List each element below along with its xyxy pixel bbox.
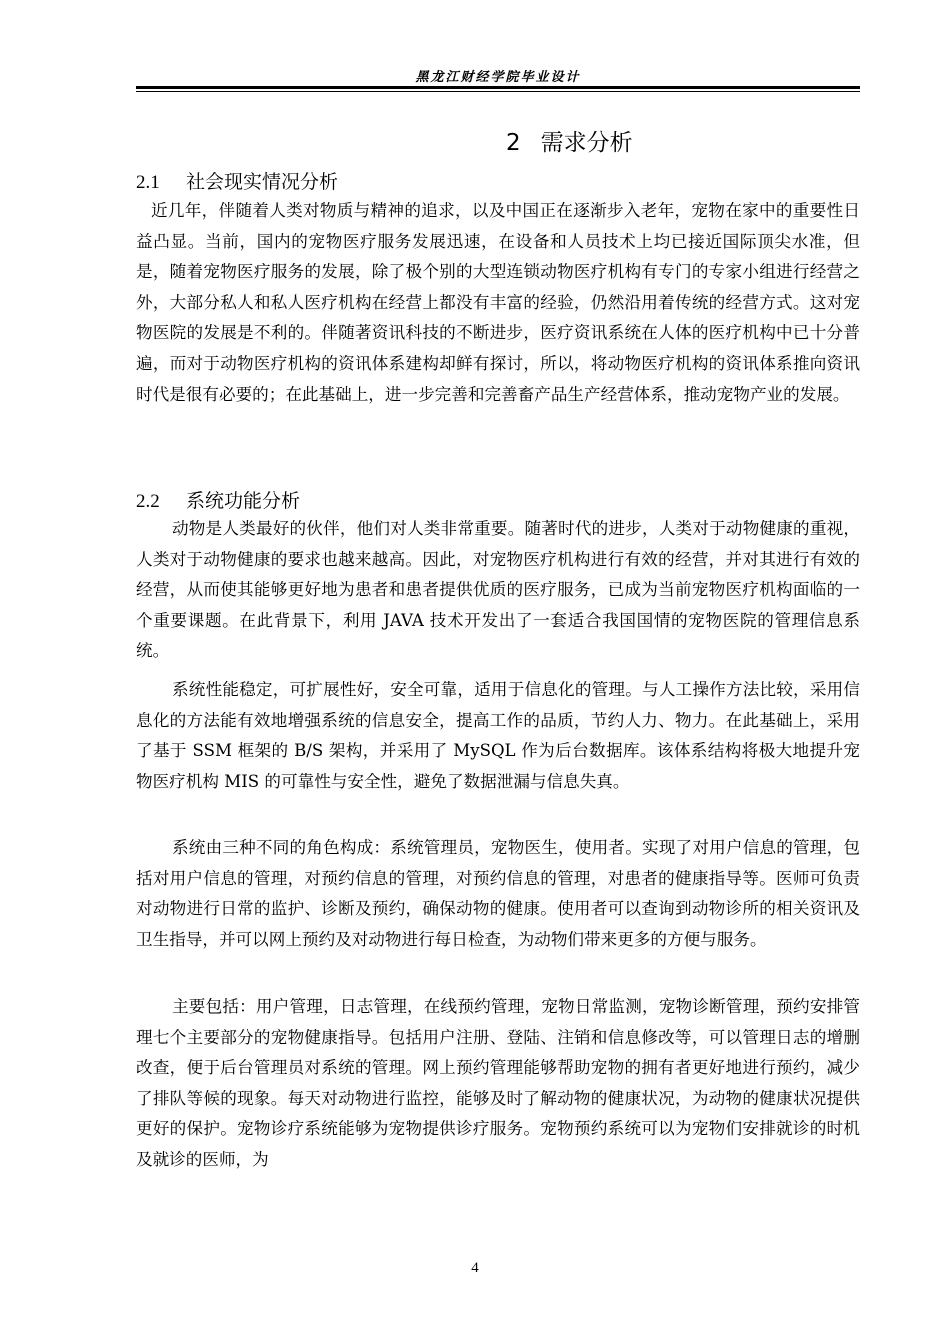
paragraph: 主要包括：用户管理，日志管理，在线预约管理，宠物日常监测，宠物诊断管理，预约安排管理七个主要部分的宠物健康指导。包括用户注册、登陆、注销和信息修改等，可以管理日志的增删改查，便于后台管理员对系统的管理。网上预约管理能够帮助宠物的拥有者更好地进行预约，减少了排队等候的现象。每天对动物进行监控，能够及时了解动物的健康状况，为动物的健康状况提供更好的保护。宠物诊疗系统能够为宠物提供诊疗服务。宠物预约系统可以为宠物们安排就诊的时机及就诊的医师，为 — [136, 997, 860, 1169]
chapter-number: 2 — [506, 130, 521, 156]
section-title: 系统功能分析 — [186, 490, 301, 512]
paragraph: 系统性能稳定，可扩展性好，安全可靠，适用于信息化的管理。与人工操作方法比较，采用信息化的方法能有效地增强系统的信息安全，提高工作的品质，节约人力、物力。在此基础上，采用了基于 SSM 框架的 B/S 架构，并采用了 MySQL 作为后台数据库。该体系结构将极大地提升宠物医疗机构 MIS 的可靠性与安全性，避免了数据泄漏与信息失真。 — [136, 680, 860, 791]
section-heading-2-1 — [136, 167, 338, 194]
paragraph: 动物是人类最好的伙伴，他们对人类非常重要。随著时代的进步，人类对于动物健康的重视，人类对于动物健康的要求也越来越高。因此，对宠物医疗机构进行有效的经营，并对其进行有效的经营，从而使其能够更好地为患者和患者提供优质的医疗服务，已成为当前宠物医疗机构面临的一个重要课题。在此背景下，利用 JAVA 技术开发出了一套适合我国国情的宠物医院的管理信息系统。 — [136, 519, 860, 661]
paragraph: 近几年，伴随着人类对物质与精神的追求，以及中国正在逐渐步入老年，宠物在家中的重要性日益凸显。当前，国内的宠物医疗服务发展迅速，在设备和人员技术上均已接近国际顶尖水准，但是，随着宠物医疗服务的发展，除了极个别的大型连锁动物医疗机构有专门的专家小组进行经营之外，大部分私人和私人医疗机构在经营上都没有丰富的经验，仍然沿用着传统的经营方式。这对宠物医院的发展是不利的。伴随著资讯科技的不断进步，医疗资讯系统在人体的医疗机构中已十分普遍，而对于动物医疗机构的资讯体系建构却鲜有探讨，所以，将动物医疗机构的资讯体系推向资讯时代是很有必要的；在此基础上，进一步完善和完善畜产品生产经营体系，推动宠物产业的发展。 — [136, 201, 860, 404]
page-header: 黑龙江财经学院毕业设计 — [415, 70, 581, 85]
chapter-title — [506, 124, 633, 157]
paragraph: 系统由三种不同的角色构成：系统管理员，宠物医生，使用者。实现了对用户信息的管理，包括对用户信息的管理，对预约信息的管理，对预约信息的管理，对患者的健康指导等。医师可负责对动物进行日常的监护、诊断及预约，确保动物的健康。使用者可以查询到动物诊所的相关资讯及卫生指导，并可以网上预约及对动物进行每日检查，为动物们带来更多的方便与服务。 — [136, 838, 860, 949]
section-number: 2.2 — [136, 491, 160, 512]
header-rule-thin — [136, 91, 860, 92]
section-title: 社会现实情况分析 — [186, 171, 339, 193]
chapter-title-text: 需求分析 — [540, 130, 633, 156]
section-heading-2-2 — [136, 486, 300, 513]
header-rule-thick — [136, 86, 860, 89]
page-number: 4 — [471, 1260, 479, 1276]
section-number: 2.1 — [136, 172, 160, 193]
